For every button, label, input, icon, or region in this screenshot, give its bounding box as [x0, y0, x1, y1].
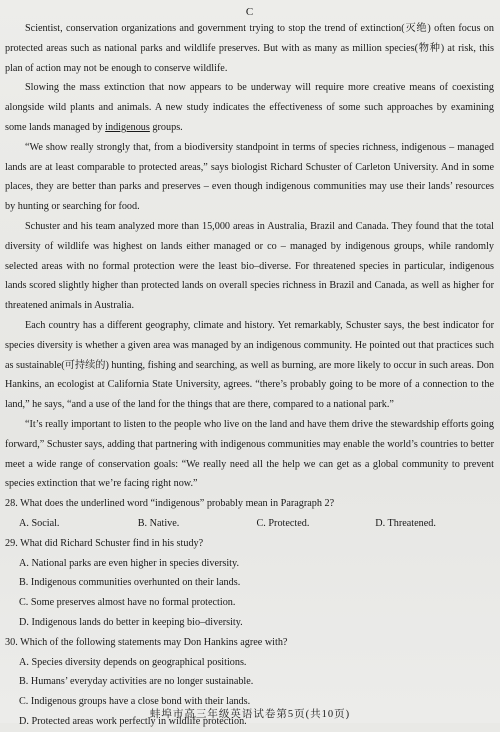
question-28: 28. What does the underlined word “indigenous” probably mean in Paragraph 2? [5, 498, 335, 510]
option-a: A. Social. [19, 517, 60, 529]
option-d: D. Threatened. [375, 517, 436, 529]
paragraph-5: Each country has a different geography, climate and history. Yet remarkably, Schuster says, the best indicator for species diversity is whether a given area was managed by an indigenous community. He pointed out that practices such as sustainable(可持续的) hunting, fishing and searching, as well as burning, are more likely to occur in such areas. Don Hankins, an ecologist at California State University, agrees. “there’s probably going to be more of a connection to the land,” he says, “and a use of the land for the things that are there, compared to a national park.” [5, 319, 494, 411]
question-30: 30. Which of the following statements may Don Hankins agree with? [5, 636, 288, 648]
paragraph-1: Scientist, conservation organizations and government trying to stop the trend of extinction(灭绝) often focus on protected areas such as national parks and wildlife preserves. But with as many as million species(物种) at risk, this plan of action may not be enough to conserve wildlife. [5, 23, 494, 74]
paragraph-6: “It’s really important to listen to the people who live on the land and have them drive the stewardship efforts going forward,” Schuster says, adding that partnering with indigenous communities may enable the world’s countries to better meet a wide range of conservation goals: “We really need all the help we can get as a global community to prevent species extinction that we’re facing right now.” [5, 418, 494, 490]
paragraph-2 [5, 78, 494, 137]
option-c: C. Protected. [256, 517, 310, 529]
option-c: C. Some preserves almost have no formal protection. [19, 597, 236, 609]
option-b: B. Humans’ everyday activities are no longer sustainable. [19, 676, 254, 688]
option-a: A. Species diversity depends on geographical positions. [19, 656, 247, 668]
section-letter: C [245, 6, 254, 18]
option-d: D. Protected areas work perfectly in wildlife protection. [19, 715, 247, 727]
option-b: B. Native. [137, 517, 180, 529]
option-b: B. Indigenous communities overhunted on their lands. [19, 577, 241, 589]
option-a: A. National parks are even higher in species diversity. [19, 557, 239, 569]
paragraph-4: Schuster and his team analyzed more than 15,000 areas in Australia, Brazil and Canada. They found that the total diversity of wildlife was highest on lands either managed or co – managed by indigenous groups, while randomly selected areas with no formal protection were the least bio–diverse. For threatened species in particular, indigenous lands scored slightly higher than protected lands on overall species richness in Brazil and Canada, as well as higher for threatened animals in Australia. [5, 220, 494, 312]
option-c: C. Indigenous groups have a close bond with their lands. [19, 696, 251, 708]
page-footer: 蚌埠市高三年级英语试卷第5页(共10页) [149, 709, 351, 720]
option-d: D. Indigenous lands do better in keeping bio–diversity. [19, 616, 243, 628]
paragraph-2-text: Slowing the mass extinction that now appears to be underway will require more creative means of coexisting alongside wild plants and animals. A new study indicates the effectiveness of some such approaches by examining some lands managed by [5, 82, 494, 133]
paragraph-3: “We show really strongly that, from a biodiversity standpoint in terms of species richness, indigenous – managed lands are at least comparable to protected areas,” says biologist Richard Schuster of Carleton University. And in some places, they are better than parks and preserves – even though indigenous communities may use their lands’ resources by hunting or searching for food. [5, 141, 494, 213]
question-29: 29. What did Richard Schuster find in his study? [5, 537, 204, 549]
question-28-options [5, 514, 494, 534]
underlined-word: indigenous [105, 121, 150, 133]
paragraph-2-tail: groups. [149, 121, 183, 133]
